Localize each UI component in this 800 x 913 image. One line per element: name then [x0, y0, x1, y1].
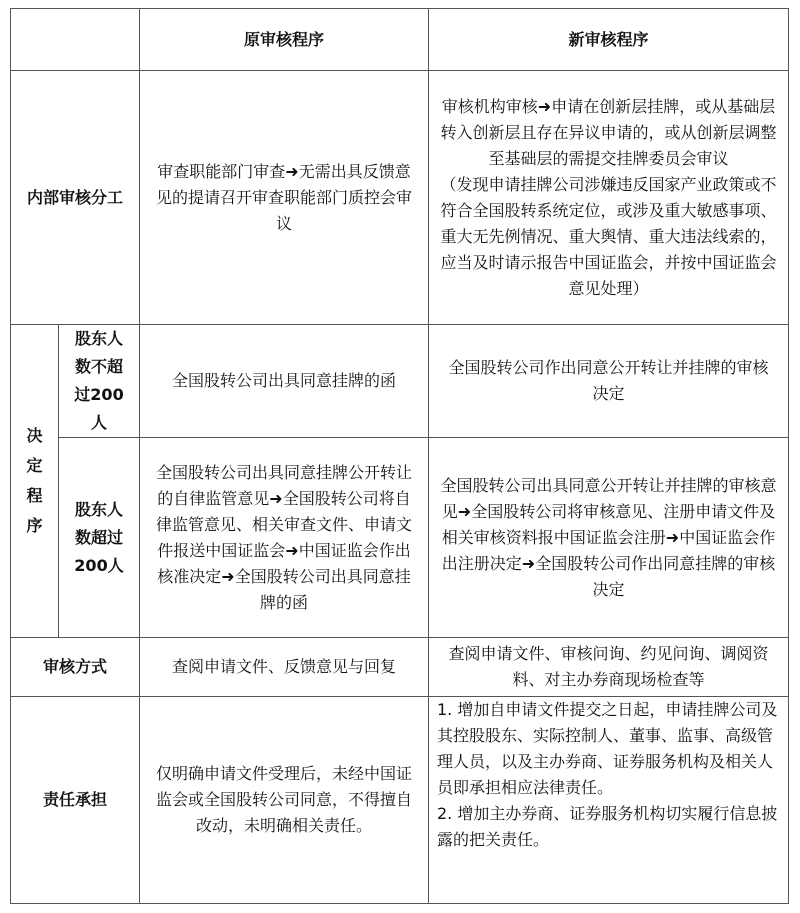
decision-sub1-old: 全国股转公司出具同意挂牌的函: [171, 371, 396, 390]
border-bottom: [10, 903, 789, 904]
decision-sub1-label: 股东人数不超过200人: [74, 329, 124, 432]
review-new: 查阅申请文件、审核问询、约见问询、调阅资料、对主办券商现场检查等: [448, 644, 769, 689]
review-old: 查阅申请文件、反馈意见与回复: [171, 657, 396, 676]
internal-new-main: 审核机构审核➜申请在创新层挂牌，或从基础层转入创新层且存在异议申请的，或从创新层调整至基础层的需提交挂牌委员会审议: [440, 96, 777, 168]
decision-label: [11, 325, 58, 637]
internal-label: 内部审核分工: [26, 187, 123, 207]
decision-label-char: 序: [26, 516, 43, 535]
liability-new-item-1: 1. 增加自申请文件提交之日起，申请挂牌公司及其控股股东、实际控制人、董事、监事、高级管理人员，以及主办券商、证券服务机构及相关人员即承担相应法律责任。: [437, 700, 778, 797]
review-label: 审核方式: [42, 657, 107, 676]
liability-new: [429, 697, 788, 903]
decision-sub1-new: 全国股转公司作出同意公开转让并挂牌的审核决定: [448, 358, 769, 403]
decision-sub2-new: 全国股转公司出具同意公开转让并挂牌的审核意见➜全国股转公司将审核意见、注册申请文件及相关审核资料报中国证监会注册➜中国证监会作出注册决定➜全国股转公司作出同意挂牌的审核决定: [440, 475, 777, 599]
header-old: 原审核程序: [243, 29, 324, 49]
decision-sub2-label: 股东人数超过200人: [74, 499, 124, 575]
border-right: [788, 8, 789, 904]
decision-label-char: 决: [26, 426, 43, 445]
liability-label: 责任承担: [42, 790, 107, 809]
internal-new: [429, 71, 788, 324]
header-new: 新审核程序: [568, 29, 649, 49]
decision-label-char: 程: [26, 486, 43, 505]
decision-sub2-old: 全国股转公司出具同意挂牌公开转让的自律监管意见➜全国股转公司将自律监管意见、相关审查文件、申请文件报送中国证监会➜中国证监会作出核准决定➜全国股转公司出具同意挂牌的函: [155, 462, 412, 612]
internal-old: 审查职能部门审查➜无需出具反馈意见的提请召开审查职能部门质控会审议: [156, 161, 413, 233]
liability-old: 仅明确申请文件受理后，未经中国证监会或全国股转公司同意，不得擅自改动，未明确相关责任。: [156, 764, 413, 835]
liability-new-item-2: 2. 增加主办券商、证券服务机构切实履行信息披露的把关责任。: [437, 804, 778, 849]
internal-new-note: （发现申请挂牌公司涉嫌违反国家产业政策或不符合全国股转系统定位，或涉及重大敏感事项、重大无先例情况、重大舆情、重大违法线索的，应当及时请示报告中国证监会，并按中国证监会意见处理）: [440, 174, 777, 298]
decision-label-char: 定: [26, 456, 43, 475]
